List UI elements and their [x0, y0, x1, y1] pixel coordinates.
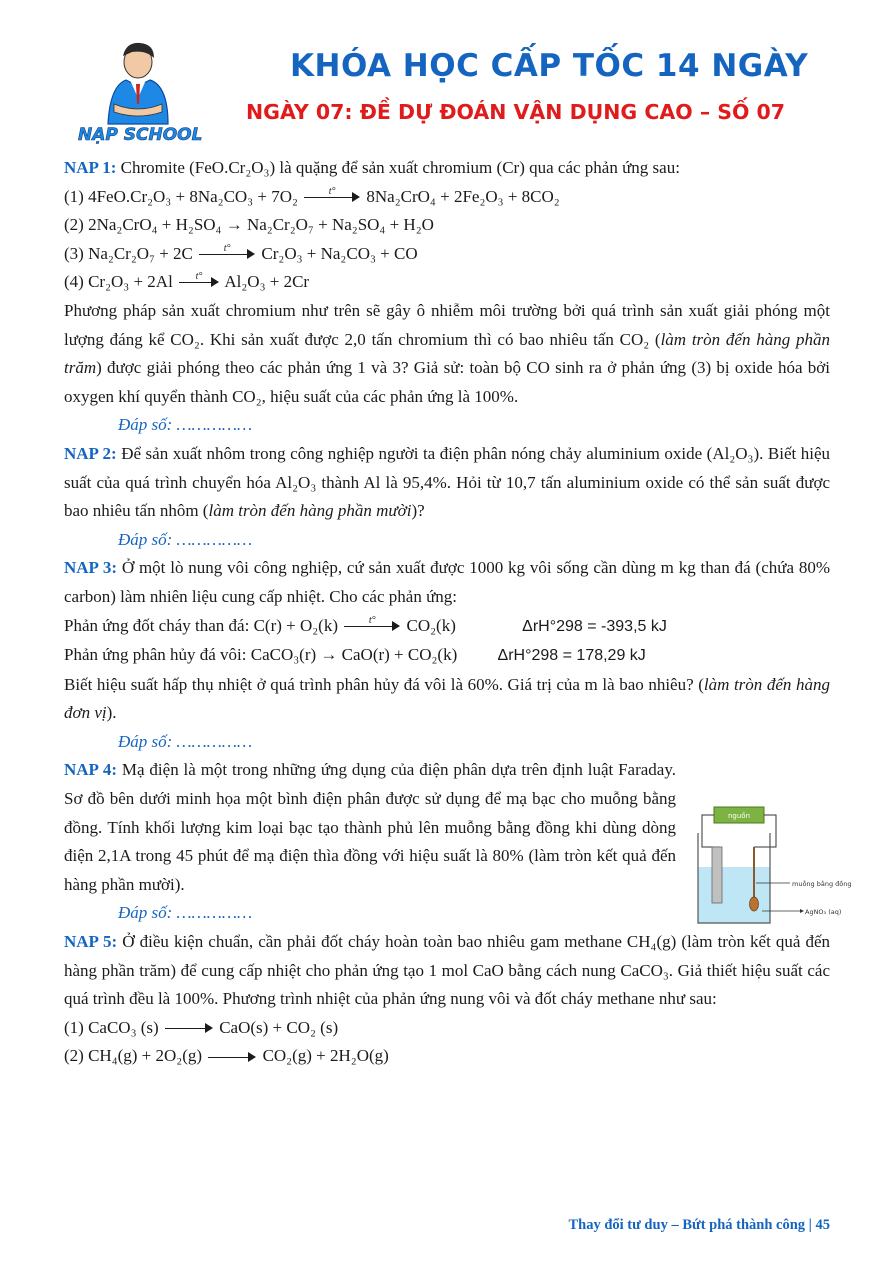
equation-4: (4) Cr₂O₃ + 2Al t° Al₂O₃ + 2Cr — [64, 271, 310, 292]
question-label: NAP 5: — [64, 932, 118, 952]
question-label: NAP 1: — [64, 158, 117, 177]
question-1-body: Phương pháp sản xuất chromium như trên sẽ gây ô nhiễm môi trường bởi quá trình sản xuất giải phóng một lượng đáng kể CO₂. Khi sản xuất được 2,0 tấn chromium thì có bao nhiêu tấn CO₂ (làm tròn đến hàng phần trăm) được giải phóng theo các phản ứng 1 và 3? Giả sử: toàn bộ CO sinh ra ở phản ứng (3) bị oxide hóa bởi oxygen khí quyển thành CO₂, hiệu suất của các phản ứng là 100%. — [64, 300, 830, 406]
answer-blank: Đáp số: …………… — [118, 903, 253, 923]
question-4: NAP 4: Mạ điện là một trong những ứng dụng của điện phân dựa trên định luật Faraday. Sơ đồ bên dưới minh họa một bình điện phân được sử dụng để mạ bạc cho muỗng bằng đồng. Tính khối lượng kim loại bạc tạo thành phủ lên muỗng bằng đồng khi dùng dòng điện 2,1A trong 45 phút để mạ điện thìa đồng với hiệu suất là 80% (làm tròn kết quả đến hàng phần mười). — [64, 760, 677, 894]
equation-5-2: (2) CH₄(g) + 2O₂(g) CO₂(g) + 2H₂O(g) — [64, 1046, 389, 1066]
enthalpy-value: ΔrH°298 = 178,29 kJ — [497, 647, 646, 665]
question-3-body: Biết hiệu suất hấp thụ nhiệt ở quá trình phân hủy đá vôi là 60%. Giá trị của m là bao nhiêu? (làm tròn đến hàng đơn vị). — [64, 674, 830, 723]
svg-text:AgNO₃ (aq): AgNO₃ (aq) — [805, 908, 842, 916]
answer-blank: Đáp số: …………… — [118, 415, 253, 435]
page-footer — [568, 1217, 830, 1234]
page-number: 45 — [815, 1217, 830, 1233]
equation-2: (2) 2Na₂CrO₄ + H₂SO₄ → Na₂Cr₂O₇ + Na₂SO₄ + H₂O — [64, 215, 434, 235]
electroplating-diagram — [692, 803, 862, 933]
course-title: KHÓA HỌC CẤP TỐC 14 NGÀY — [290, 48, 809, 84]
page-header — [0, 0, 892, 150]
day-title: NGÀY 07: ĐỀ DỰ ĐOÁN VẬN DỤNG CAO – SỐ 07 — [246, 100, 786, 124]
reaction-arrow-icon: t° — [179, 277, 219, 289]
exam-content — [64, 154, 830, 1071]
reaction-arrow-icon: t° — [344, 621, 400, 633]
enthalpy-value: ΔrH°298 = -393,5 kJ — [522, 617, 667, 635]
reaction-arrow-icon: t° — [304, 192, 360, 204]
logo-text: NẠP SCHOOL — [78, 125, 203, 145]
question-label: NAP 3: — [64, 558, 117, 578]
footer-separator: | — [808, 1217, 812, 1233]
reaction-limestone-decomposition: Phản ứng phân hủy đá vôi: CaCO₃(r) → CaO(r) + CO₂(k) ΔrH°298 = 178,29 kJ — [64, 641, 830, 671]
equation-5-1: (1) CaCO₃ (s) CaO(s) + CO₂ (s) — [64, 1017, 339, 1037]
answer-blank: Đáp số: …………… — [118, 731, 253, 751]
question-3-intro: NAP 3: Ở một lò nung vôi công nghiệp, cứ sản xuất được 1000 kg vôi sống cần dùng m kg than đá (chứa 80% carbon) làm nhiên liệu cung cấp nhiệt. Cho các phản ứng: — [64, 558, 830, 606]
nap-school-logo — [76, 40, 206, 146]
question-2: NAP 2: Để sản xuất nhôm trong công nghiệp người ta điện phân nóng chảy aluminium oxide (Al₂O₃). Biết hiệu suất của quá trình chuyển hóa Al₂O₃ thành Al là 95,4%. Hỏi từ 10,7 tấn aluminium oxide có thể sản suất được bao nhiêu tấn nhôm (làm tròn đến hàng phần mười)? — [64, 443, 831, 521]
reaction-arrow-icon — [208, 1052, 256, 1064]
question-5: NAP 5: Ở điều kiện chuẩn, cần phải đốt cháy hoàn toàn bao nhiêu gam methane CH₄(g) (làm tròn kết quả đến hàng phần trăm) để cung cấp nhiệt cho phản ứng tạo 1 mol CaO bằng cách nung CaCO₃. Giả thiết hiệu suất các quá trình đều là 100%. Phương trình nhiệt của phản ứng nung vôi và đốt cháy methane như sau: — [64, 932, 830, 1009]
svg-text:nguồn: nguồn — [727, 812, 751, 820]
question-1-intro: NAP 1: Chromite (FeO.Cr₂O₃) là quặng để sản xuất chromium (Cr) qua các phản ứng sau: — [64, 158, 680, 177]
silver-electrode-icon — [712, 847, 722, 903]
svg-text:muỗng bằng đồng: muỗng bằng đồng — [792, 880, 852, 888]
equation-3: (3) Na₂Cr₂O₇ + 2C t° Cr₂O₃ + Na₂CO₃ + CO — [64, 242, 418, 263]
footer-slogan: Thay đổi tư duy – Bứt phá thành công — [568, 1217, 806, 1233]
reaction-coal-combustion: Phản ứng đốt cháy than đá: C(r) + O₂(k) t° CO₂(k) ΔrH°298 = -393,5 kJ — [64, 612, 830, 642]
question-label: NAP 2: — [64, 443, 117, 463]
reaction-arrow-icon — [165, 1023, 213, 1035]
question-label: NAP 4: — [64, 760, 118, 780]
equation-1: (1) 4FeO.Cr₂O₃ + 8Na₂CO₃ + 7O₂ t° 8Na₂CrO₄ + 2Fe₂O₃ + 8CO₂ — [64, 185, 560, 206]
reaction-arrow-icon: t° — [199, 249, 255, 261]
answer-blank: Đáp số: …………… — [118, 529, 253, 549]
